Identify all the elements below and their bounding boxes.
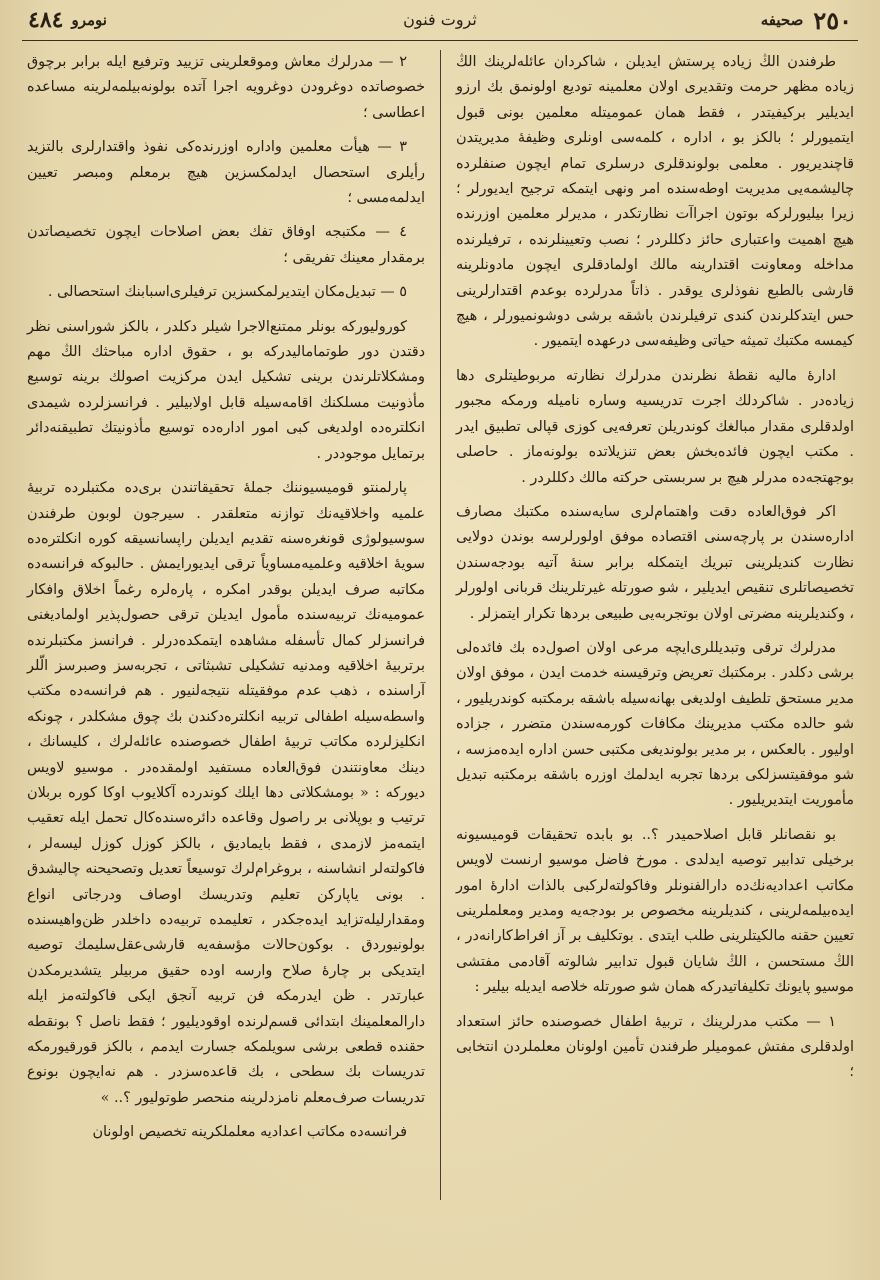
page-header — [0, 0, 880, 40]
header-page-info — [761, 6, 852, 35]
right-column — [450, 50, 860, 1250]
issue-label: نومرو — [71, 11, 107, 29]
paragraph: فرانسه‌ده مکاتب اعدادیه معلملکرینه تخصیص اولونان — [92, 1124, 407, 1141]
paragraph: ادارهٔ مالیه نقطهٔ نظرندن مدرلرك نظارته مربوطیتلری دها زیاده‌در . شاکردلك اجرت تدریسیه وساره نامیله ورمکه مجبور اولدقلری مقدار مبالغك کوندریلن تعرفه‌یی کوزی قپالی تطبیق ایدر . مکتب ایچون فائده‌بخش بعض تنزیلاتده بولونه‌ماز . حاصلی بوجهتجه‌ده مدرلر هیچ بر سربستی حرکته مالك دکللردر . — [456, 367, 854, 486]
paragraph: بو نقصانلر قابل اصلاحمیدر ؟.. بو بابده تحقیقات قومیسیونه برخیلی تدابیر توصیه ایدلدی . مورخ فاضل موسیو ارنست لاویس مکاتب اعدادیه‌نك‌ده دارالفنونلر وفاکولته‌لرکبی بالذات ادارهٔ امور ایده‌بیلمه‌لرینی ، کندیلرینه مخصوص بر بودجه‌یه ومدیر ومعلملرینی تعیین حقنه مالکیتلرینی طلب ایتدی . بوتکلیف بر آز افراط‌کارانه‌در ، الڭ مستحسن ، الڭ شایان قبول تدابیر شالوته آقادمی مفتشی موسیو پایونك تکلیفاتیدرکه همان شو صورتله خلاصه ایدیله بیلیر : — [456, 826, 854, 996]
header-issue-info — [28, 7, 107, 33]
header-rule — [22, 40, 858, 41]
paragraph: ٣ — هیأت معلمین واداره اوزرنده‌کی نفوذ واقتدارلری بالتزید رأیلری استحصال ایدلمکسزین هیچ برمعلم ومبصر تعیین ایدلمه‌مسی ؛ — [27, 139, 425, 207]
left-column — [21, 50, 431, 1250]
issue-number: ٤٨٤ — [28, 7, 64, 33]
paragraph: کورولیورکه بونلر ممتنع‌الاجرا شیلر دکلدر ، بالکز شوراسنی نظر دقتدن دور طوتمامالیدرکه بو ، حقوق اداره مباحثك الڭ مهم ومشکلاتلرندن برینی تشکیل ایدن مرکزیت اصولك برینه توسیع مأذونیت مسلکنك اقامه‌سیله قابل اولابیلیر . فرانسزلرده شیمدی انکلتره‌ده اولدیغی کبی امور اداره‌ده توسیع مأذونیتك تطبیقنه‌دائر برتمایل موجوددر . — [27, 318, 425, 462]
paragraph: پارلمنتو قومیسیوننك جملهٔ تحقیقاتندن بری‌ده مکتبلرده تربیهٔ علمیه واخلاقیه‌نك توازنه متعلقدر . سیرجون لوبون طرفندن سوسیولوژی قونغره‌سنه تقدیم ایدیلن راپسانسیقه کوره انکلتره‌ده سویهٔ اخلاقیه وعلمیه‌مساویاً ترقی ایدیورایمش . حالبوکه فرانسه‌ده مکاتبه صرف ایدیلن بوقدر امکره ، پاره‌لره رغماً اخلاق وافکار عمومیه‌نك تربیه‌سنده مأمول ایدیلن ترقی حصول‌پذیر اولمادیغنی فرانسزلر کمال تأسفله مشاهده ایتمکده‌درلر . فرانسز مکتبلرنده برتربیهٔ اخلاقیه ومدنیه تشکیلی تشبثاتی ، تجربه‌سز وصبرسز الّلر آراسنده ، ذهب عدم موفقیتله نتیجه‌لنیور . هم فرانسه‌ده مکتب واسطه‌سیله اطفالی تربیه انکلتره‌دکندن بك چوق مشکلدر ، چونکه انکلیزلرده مکاتب تربیهٔ اطفال خصوصنده عائله‌لرك ، کلیسانك ، دینك معاونتندن فوق‌العاده مستفید اولمقده‌در . موسیو لاویس دیورکه : « بومشکلاتی دها ایلك کوندرده آکلایوب اوکا کوره بربلان ترتیب و بوپلانی بر راصول وقاعده دائره‌سنده‌کال تحمل ایله تعقیب ایتمه‌مز لازمدی ، فقط بایمادیق ، بالکز کوزل کوزل لیسه‌لر ، فاکولته‌لر انشاسنه ، بروغرام‌لرك توسیعاً تعدیل وتصحیحنه چالیشدق . بونی یاپارکن تعلیم وتدریسك اوصاف ودرجاتی انواع ومقدارلیله‌تزاید ایده‌جکدر ، تعلیمده تربیه‌ده داخلدر ظن‌واهیسنده بولونیوردق . بوکون‌حالات مؤسفه‌یه قارشی‌عقل‌سلیمك توصیه ایتدیکی بر چارهٔ صلاح وارسه اوده حقیق مربیلر یتشدیرمکدن عبارتدر . ظن ایدرمکه فن تربیه آنجق ایکی فاکولته‌مز ایله دارالمعلمینك ابتدائی قسم‌لرنده اوقودیلیور ؛ فقط ناصل ؟ بونقطه حقنده قطعی برشی سویلمکه جسارت ایدمم ، بالکز قورقیورمکه تدریسات بك سطحی ، بك قاعده‌سزدر . هم نه‌ایچون بونوع تدریسات صرف‌معلم نامزدلرینه منحصر طوتولیور ؟.. » — [27, 480, 425, 1106]
paragraph: ١ — مکتب مدرلرینك ، تربیهٔ اطفال خصوصنده حائز استعداد اولدقلری مفتش عمومیلر طرفندن تأمین اولونان معلملردن انتخابی ؛ — [456, 1013, 854, 1081]
paragraph: ٢ — مدرلرك معاش وموقعلرینی تزیید وترفیع ایله برابر برچوق خصوصاتده دوغرودن دوغرویه اجرا آتده بولونه‌بیلمه‌لرینه مساعده اعطاسی ؛ — [27, 54, 425, 121]
column-divider — [440, 50, 441, 1200]
paragraph: مدرلرك ترقی وتبدیللری‌ایچه مرعی اولان اصول‌ده بك فائده‌لی برشی دکلدر . برمکتبك تعریض وترقیسنه خدمت ایدن ، موفق اولان مدیر مستحق تلطیف اولدیغی بهانه‌سیله باشقه برمکتبه کوندریلیور ، شو حالده مکتب مدیرینك مکافات کورمه‌سندن متضرر ، جزاده اولیور . بالعکس ، بر مدیر بولوندیغی مکتبی حسن اداره ایده‌مزسه ، شو موفقیتسزلکی بردها تجربه ایدلمك اوزره باشقه برمکتبه تبدیل مأموریت ایتدیریلیور . — [456, 639, 854, 809]
journal-title: ثروت فنون — [403, 10, 477, 29]
paragraph: ٤ — مکتبجه اوفاق تفك بعض اصلاحات ایچون تخصیصاتدن برمقدار معینك تفریقی ؛ — [27, 224, 425, 266]
paragraph: طرفندن الڭ زیاده پرستش ایدیلن ، شاکردان عائله‌لرینك الڭ زیاده مظهر حرمت وتقدیری اولان معلمینه تودیع اولونمق بك ارزو ایدیلیر برکیفیتدر ، فقط همان عمومیتله معلمین بونی قبول ایتمیورلر ؛ بالکز بو ، اداره ، کلمه‌سی اونلری وظیفهٔ مدیریتدن قاچندیریور . معلمی بولوندقلری درسلری تمام ایچون صنفلرده چالیشمه‌یی مدیریت اوطه‌سنده امر ونهی ایتمکه ترجیح ایدیورلر ؛ زیرا بیلیورلرکه بوتون اجراآت نظارتکدر ، مدیرلر معلمین اوزرنده هیچ اهمیت واعتباری حائز دکللردر ؛ نصب وتعیینلرنده ، ترفیلرنده مداخله ومعاونت اقتدارینه مالك اولمادقلری ایچون مادونلرینه قارشی بالطبع نفوذلری یوقدر . ذاتاً مدرلرده بوعدم اقتدارلرینی حس ایتدکلرندن کندی ترفیلرندن باشقه برشی دوشونمیورلر ، هیچ کیمسه مکتبك تمیثه حیاتی وظیفه‌سی درعهده ایتمیور . — [456, 54, 854, 350]
page-number: ٢٥٠ — [813, 5, 852, 35]
text-columns — [20, 50, 860, 1250]
paragraph: ٥ — تبدیل‌مکان ایتدیرلمکسزین ترفیلری‌اسبابنك استحصالی . — [47, 284, 407, 301]
paragraph: اکر فوق‌العاده دقت واهتمام‌لری سایه‌سنده مکتبك مصارف اداره‌سندن بر پارچه‌سنی اقتصاده موفق اولورلرسه بوندن دولایی نظارت کندیلرینی تبریك ایتمکله برابر سنهٔ آتیه بودجه‌سندن تخصیصاتلری تنقیص ایدیلیر ، شو صورتله غیرتلرینك قربانی اولورلر ، وکندیلرینه مضرتی اولان بوتجربه‌یی طبیعی بردها تکرار ایتمزلر . — [456, 503, 854, 622]
page-label: صحیفه — [760, 11, 804, 29]
